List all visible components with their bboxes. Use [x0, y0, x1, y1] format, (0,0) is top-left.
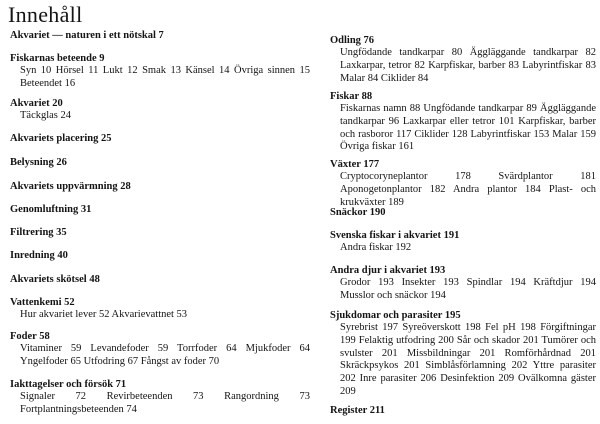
toc-heading: Vattenkemi 52	[10, 297, 75, 308]
toc-subentries: Täckglas 24	[20, 110, 72, 121]
toc-entry	[10, 132, 310, 145]
toc-subentries: Grodor 193 Insekter 193 Spindlar 194 Kräftdjur 194 Musslor och snäckor 194	[340, 277, 596, 301]
toc-entry	[330, 34, 596, 85]
toc-entry	[10, 29, 310, 42]
toc-heading: Odling 76	[330, 35, 375, 46]
toc-subentries: Andra fiskar 192	[340, 242, 412, 253]
toc-entry	[10, 226, 310, 239]
toc-entry	[10, 296, 310, 322]
toc-entry	[10, 203, 310, 216]
toc-subentries: Syn 10 Hörsel 11 Lukt 12 Smak 13 Känsel 14 Övriga sinnen 15 Beteendet 16	[20, 65, 310, 89]
toc-entry	[330, 229, 596, 255]
toc-heading: Inredning 40	[10, 250, 68, 261]
toc-heading: Filtrering 35	[10, 227, 67, 238]
toc-heading: Snäckor 190	[330, 207, 386, 218]
toc-entry	[10, 273, 310, 286]
toc-heading: Andra djur i akvariet 193	[330, 265, 446, 276]
toc-entry	[330, 309, 596, 399]
toc-heading: Belysning 26	[10, 157, 67, 168]
toc-heading: Fiskarnas beteende 9	[10, 53, 105, 64]
toc-heading: Akvariets uppvärmning 28	[10, 181, 131, 192]
toc-subentries: Hur akvariet lever 52 Akvarievattnet 53	[20, 309, 188, 320]
toc-entry	[330, 158, 596, 209]
toc-heading: Iakttagelser och försök 71	[10, 379, 127, 390]
page-title: Innehåll	[8, 2, 83, 27]
toc-subentries: Fiskarnas namn 88 Ungfödande tandkarpar 89 Äggläggande tandkarpar 96 Laxkarpar eller tetror 101 Karpfiskar, barber och rasboror 117 Ciklider 128 Labyrintfiskar 153 Malar 159 Övriga fiskar 161	[340, 103, 596, 153]
toc-entry	[10, 97, 310, 123]
toc-heading: Foder 58	[10, 331, 50, 342]
toc-subentries: Signaler 72 Revirbeteenden 73 Rangordning 73 Fortplantningsbeteenden 74	[20, 391, 310, 415]
toc-heading: Akvariets placering 25	[10, 133, 112, 144]
toc-entry	[10, 52, 310, 91]
toc-heading: Register 211	[330, 405, 385, 416]
toc-entry	[330, 264, 596, 303]
toc-heading: Akvariets skötsel 48	[10, 274, 100, 285]
toc-subentries: Ungfödande tandkarpar 80 Äggläggande tandkarpar 82 Laxkarpar, tetror 82 Karpfiskar, barber 83 Labyrintfiskar 83 Malar 84 Ciklider 84	[340, 47, 596, 84]
toc-subentries: Cryptocoryneplantor 178 Svärdplantor 181 Aponogetonplantor 182 Andra plantor 184 Plast- och krukväxter 189	[340, 171, 596, 208]
toc-heading: Fiskar 88	[330, 91, 373, 102]
toc-heading: Svenska fiskar i akvariet 191	[330, 230, 460, 241]
toc-entry	[10, 330, 310, 369]
toc-entry	[10, 180, 310, 193]
toc-entry	[10, 156, 310, 169]
toc-heading: Växter 177	[330, 159, 380, 170]
toc-entry	[330, 206, 596, 219]
toc-subentries: Vitaminer 59 Levandefoder 59 Torrfoder 64 Mjukfoder 64 Yngelfoder 65 Utfodring 67 Fångst av foder 70	[20, 343, 310, 367]
toc-heading: Sjukdomar och parasiter 195	[330, 310, 461, 321]
toc-subentries: Syrebrist 197 Syreöverskott 198 Fel pH 198 Förgiftningar 199 Felaktig utfodring 200 Sår och skador 201 Tumörer och svulster 201 Missbildningar 201 Romförhårdnad 201 Skräckpsykos 201 Simblåsförlamning 202 Yttre parasiter 202 Inre parasiter 206 Desinfektion 209 Ovälkomna gäster 209	[340, 322, 596, 397]
toc-entry	[330, 90, 596, 154]
toc-entry	[330, 404, 596, 417]
toc-entry	[10, 378, 310, 417]
toc-entry	[10, 249, 310, 262]
toc-heading: Akvariet — naturen i ett nötskal 7	[10, 30, 164, 41]
toc-heading: Akvariet 20	[10, 98, 63, 109]
toc-heading: Genomluftning 31	[10, 204, 92, 215]
